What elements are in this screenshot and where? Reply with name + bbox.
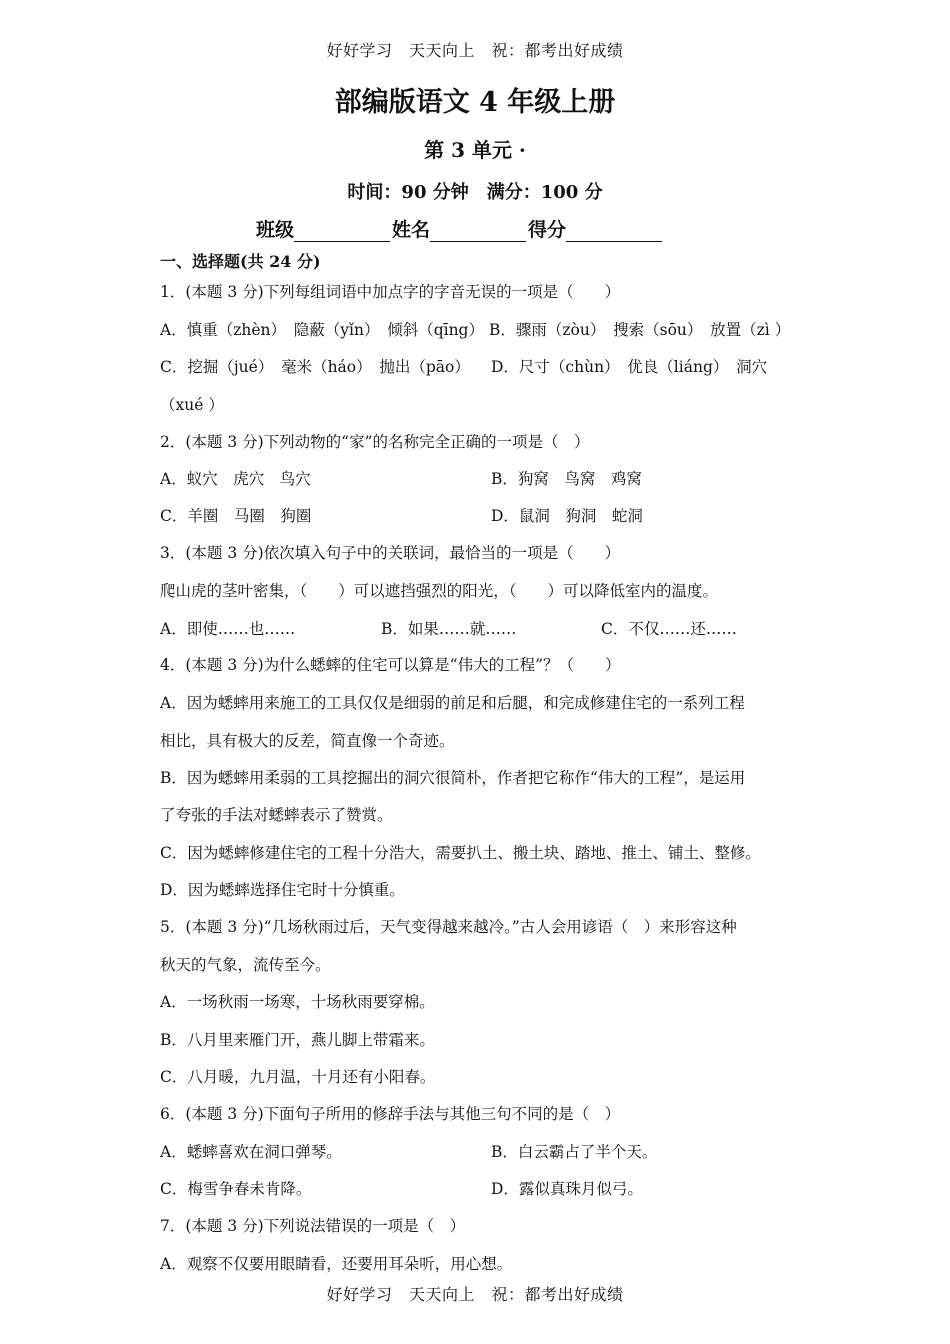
page-footer: 好好学习 天天向上 祝：都考出好成绩 — [326, 1285, 624, 1304]
question-2-option-c: C．羊圈 马圈 狗圈 — [160, 507, 312, 525]
question-5-option-b: B．八月里来雁门开，燕儿脚上带霜来。 — [160, 1031, 435, 1049]
question-3-sentence: 爬山虎的茎叶密集，（ ）可以遮挡强烈的阳光，（ ）可以降低室内的温度。 — [160, 582, 719, 600]
question-6-option-c: C．梅雪争春未肯降。 — [160, 1180, 312, 1198]
question-1-option-c: C．挖掘（jué） 毫米（háo） 抛出（pāo） — [160, 358, 470, 376]
question-4-stem: 4．(本题 3 分)为什么蟋蟀的住宅可以算是“伟大的工程”？（ ） — [160, 656, 621, 674]
question-4-option-b: B．因为蟋蟀用柔弱的工具挖掘出的洞穴很简朴，作者把它称作“伟大的工程”，是运用 — [160, 769, 746, 787]
question-6-option-d: D．露似真珠月似弓。 — [491, 1180, 643, 1198]
page-header: 好好学习 天天向上 祝：都考出好成绩 — [326, 41, 624, 60]
question-4-option-a: A．因为蟋蟀用来施工的工具仅仅是细弱的前足和后腿，和完成修建住宅的一系列工程 — [160, 694, 745, 712]
question-1-option-d-cont: （xué ） — [160, 396, 224, 414]
question-6-option-b: B．白云霸占了半个天。 — [491, 1143, 658, 1161]
question-2-option-d: D．鼠洞 狗洞 蛇洞 — [491, 507, 643, 525]
name-label: 姓名 — [392, 219, 431, 241]
question-2-option-b: B．狗窝 鸟窝 鸡窝 — [491, 470, 642, 488]
class-blank[interactable] — [294, 221, 390, 242]
question-1-option-a: A．慎重（zhèn） 隐蔽（yǐn） 倾斜（qīng） — [160, 321, 484, 339]
question-3-stem: 3．(本题 3 分)依次填入句子中的关联词，最恰当的一项是（ ） — [160, 544, 621, 562]
document-title: 部编版语文 4 年级上册 — [334, 87, 616, 118]
question-6-stem: 6．(本题 3 分)下面句子所用的修辞手法与其他三句不同的是（ ） — [160, 1105, 621, 1123]
question-5-stem: 5．(本题 3 分)“几场秋雨过后，天气变得越来越冷。”古人会用谚语（ ）来形容这种 — [160, 918, 737, 936]
student-info-fields — [256, 215, 664, 242]
unit-title: 第 3 单元 · — [424, 138, 526, 162]
question-4-option-c: C．因为蟋蟀修建住宅的工程十分浩大，需要扒土、搬土块、踏地、推土、铺土、整修。 — [160, 844, 761, 862]
question-1-option-b: B．骤雨（zòu） 搜索（sōu） 放置（zì ） — [489, 321, 791, 339]
question-6-option-a: A．蟋蟀喜欢在洞口弹琴。 — [160, 1143, 342, 1161]
time-info: 时间：90 分钟 满分：100 分 — [347, 182, 603, 203]
question-2-option-a: A．蚁穴 虎穴 鸟穴 — [160, 470, 311, 488]
name-blank[interactable] — [430, 221, 526, 242]
question-3-option-c: C．不仅……还…… — [601, 620, 737, 638]
question-7-stem: 7．(本题 3 分)下列说法错误的一项是（ ） — [160, 1217, 466, 1235]
question-7-option-a: A．观察不仅要用眼睛看，还要用耳朵听，用心想。 — [160, 1255, 513, 1273]
question-5-option-c: C．八月暖，九月温，十月还有小阳春。 — [160, 1068, 436, 1086]
question-1-option-d: D．尺寸（chùn） 优良（liáng） 洞穴 — [491, 358, 768, 376]
question-2-stem: 2．(本题 3 分)下列动物的“家”的名称完全正确的一项是（ ） — [160, 433, 590, 451]
score-label: 得分 — [528, 219, 567, 241]
section-heading: 一、选择题(共 24 分) — [160, 252, 321, 271]
question-3-option-a: A．即使……也…… — [160, 620, 296, 638]
question-5-stem-cont: 秋天的气象，流传至今。 — [160, 956, 331, 974]
question-4-option-a-cont: 相比，具有极大的反差，简直像一个奇迹。 — [160, 732, 455, 750]
question-4-option-b-cont: 了夸张的手法对蟋蟀表示了赞赏。 — [160, 806, 393, 824]
question-3-option-b: B．如果……就…… — [381, 620, 517, 638]
question-5-option-a: A．一场秋雨一场寒，十场秋雨要穿棉。 — [160, 993, 435, 1011]
score-blank[interactable] — [566, 221, 662, 242]
question-4-option-d: D．因为蟋蟀选择住宅时十分慎重。 — [160, 881, 405, 899]
class-label: 班级 — [256, 219, 295, 241]
question-1-stem: 1．(本题 3 分)下列每组词语中加点字的字音无误的一项是（ ） — [160, 283, 621, 301]
